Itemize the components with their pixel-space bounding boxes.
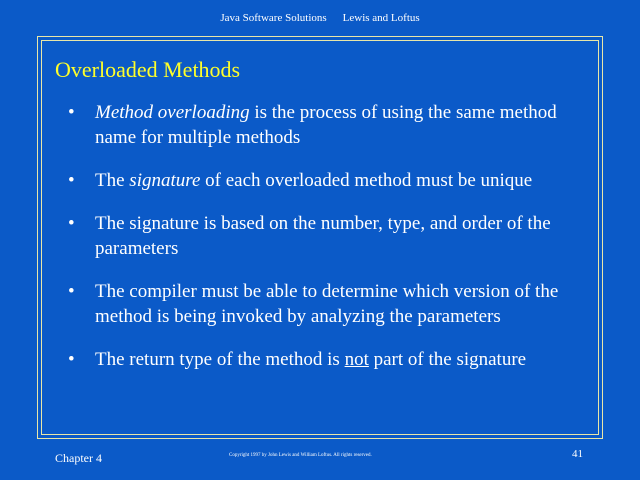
bullet-dot-icon: • [68, 281, 75, 302]
authors: Lewis and Loftus [342, 12, 420, 24]
bullet-item [68, 211, 593, 261]
bullet-text: The [95, 170, 130, 191]
bullet-text: The signature is based on the number, type, and order of the parameters [95, 213, 551, 259]
bullet-dot-icon: • [68, 349, 75, 370]
bullet-list [68, 100, 593, 390]
bullet-text: The return type of the method is [95, 349, 345, 370]
bullet-item [68, 100, 593, 150]
bullet-dot-icon: • [68, 213, 75, 234]
bullet-item [68, 279, 593, 329]
bullet-item [68, 168, 593, 193]
page-number: 41 [572, 448, 583, 460]
emphasis-term: signature [129, 170, 201, 191]
slide-title: Overloaded Methods [55, 57, 241, 82]
bullet-text: part of the signature [368, 349, 527, 370]
slide-header [0, 12, 640, 24]
chapter-label: Chapter 4 [55, 451, 102, 465]
bullet-text: is the process of using the same method name for multiple methods [95, 102, 557, 148]
underlined-word: not [344, 349, 369, 370]
bullet-text: of each overloaded method must be unique [200, 170, 533, 191]
copyright-notice: Copyright 1997 by John Lewis and William Loftus. All rights reserved. [229, 453, 372, 458]
book-title: Java Software Solutions [220, 12, 327, 24]
bullet-text: The compiler must be able to determine which version of the method is being invoked by analyzing the parameters [95, 281, 559, 327]
bullet-dot-icon: • [68, 170, 75, 191]
emphasis-term: Method overloading [95, 102, 250, 123]
bullet-dot-icon: • [68, 102, 75, 123]
bullet-item [68, 347, 593, 372]
